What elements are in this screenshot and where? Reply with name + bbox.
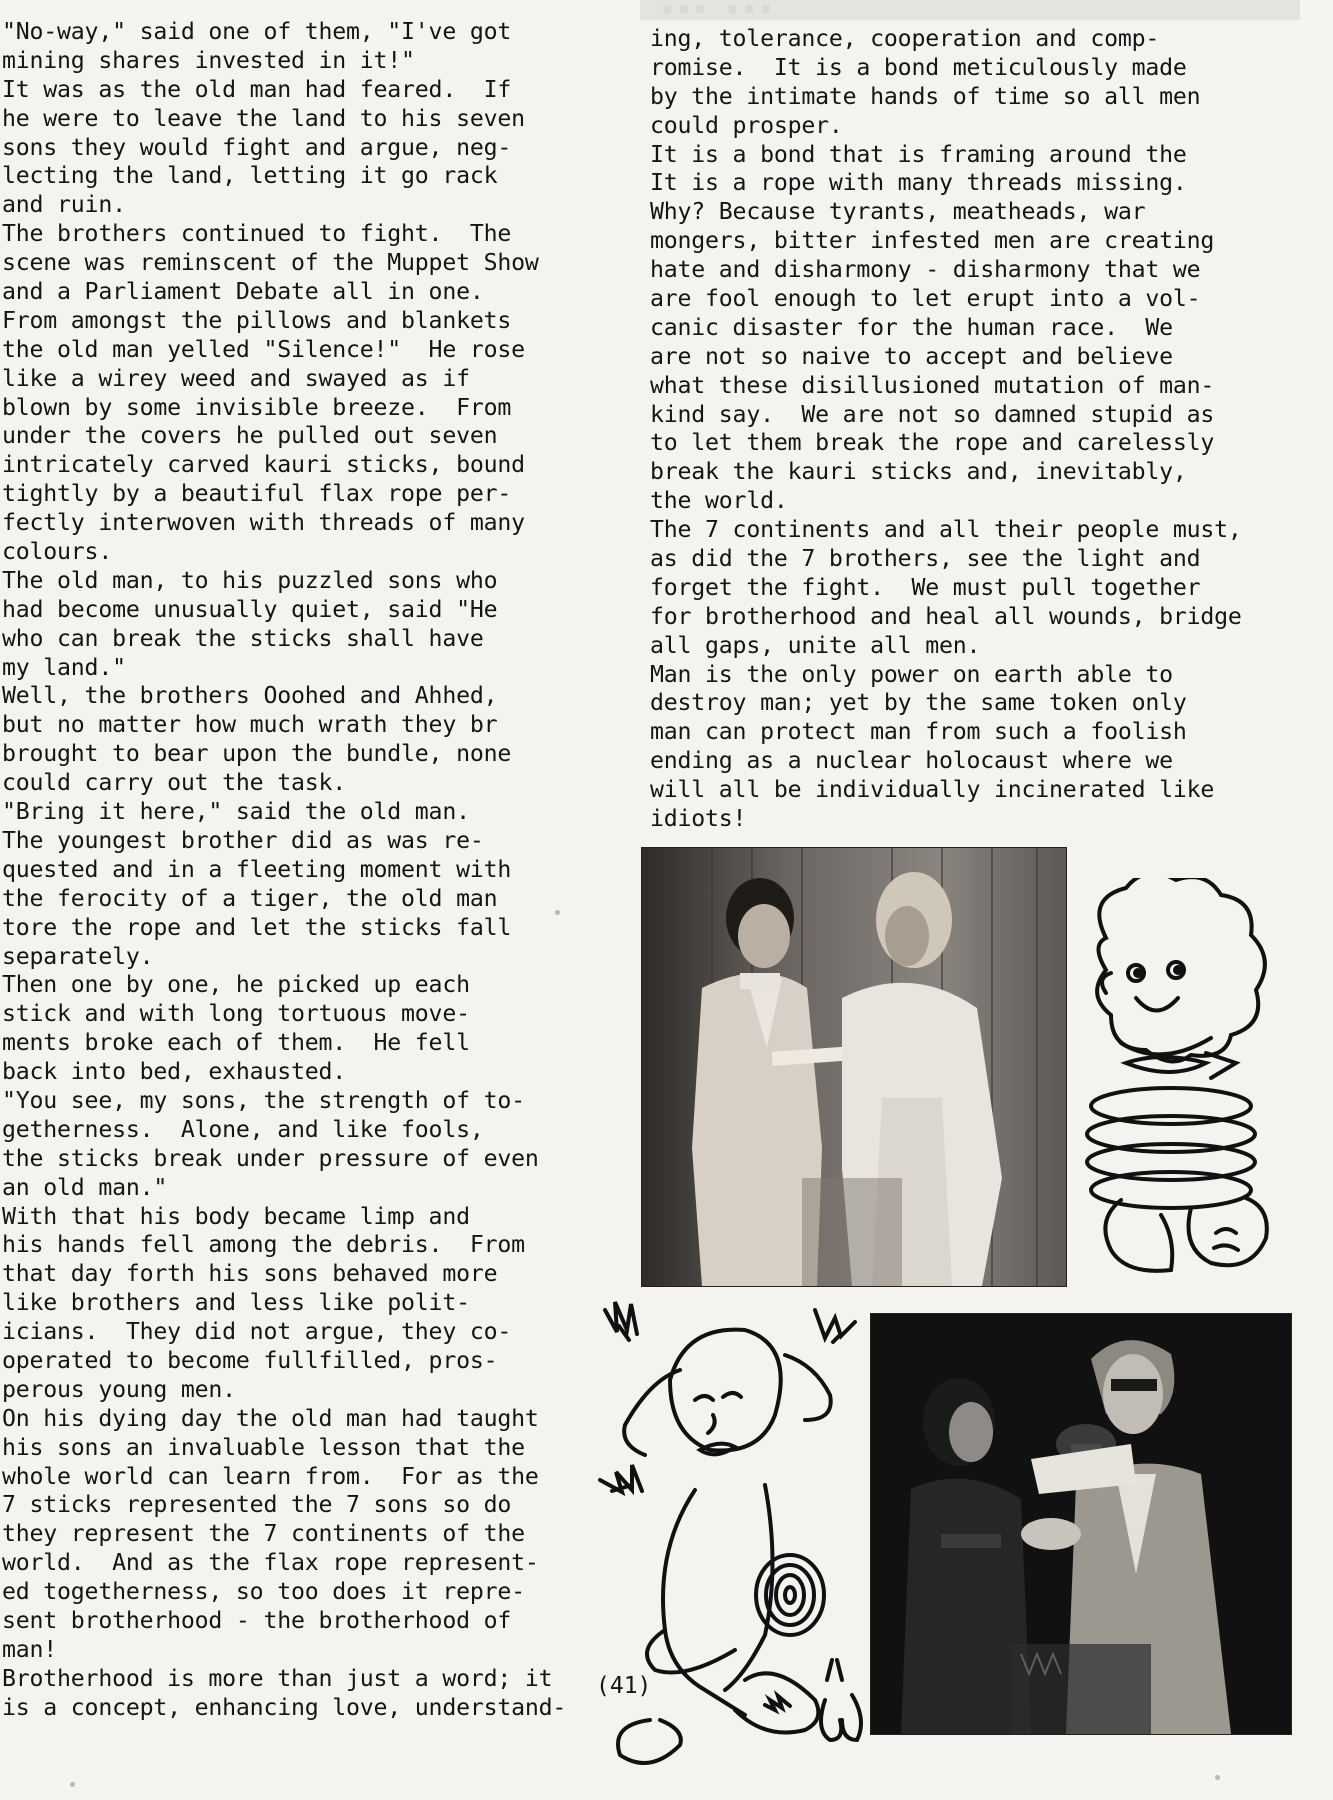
article-text-line: kind say. We are not so damned stupid as xyxy=(650,400,1215,428)
cartoon-curly-haired-figure-drawing xyxy=(1066,878,1284,1288)
article-text-line: On his dying day the old man had taught xyxy=(2,1404,539,1432)
speck xyxy=(1215,1775,1220,1780)
article-text-line: operated to become fullfilled, pros- xyxy=(2,1346,498,1374)
article-text-line: getherness. Alone, and like fools, xyxy=(2,1115,484,1143)
article-text-line: had become unusually quiet, said "He xyxy=(2,595,498,623)
article-text-line: quested and in a fleeting moment with xyxy=(2,855,512,883)
article-text-line: to let them break the rope and carelessly xyxy=(650,429,1215,457)
article-text-line: but no matter how much wrath they br xyxy=(2,711,498,739)
article-text-line: what these disillusioned mutation of man- xyxy=(650,371,1215,399)
article-text-line: are not so naive to accept and believe xyxy=(650,342,1173,370)
article-right-column xyxy=(650,25,1290,834)
article-text-line: Why? Because tyrants, meatheads, war xyxy=(650,198,1146,226)
article-text-line: icians. They did not argue, they co- xyxy=(2,1318,512,1346)
article-text-line: the world. xyxy=(650,487,788,515)
article-text-line: sons they would fight and argue, neg- xyxy=(2,133,512,161)
article-text-line: the ferocity of a tiger, the old man xyxy=(2,884,498,912)
article-text-line: It is a rope with many threads missing. xyxy=(650,169,1187,197)
article-text-line: who can break the sticks shall have xyxy=(2,624,484,652)
award-photo-presentation xyxy=(870,1313,1292,1735)
article-text-line: Brotherhood is more than just a word; it xyxy=(2,1664,553,1692)
award-photo-handshake xyxy=(641,847,1067,1287)
award-photo-presentation-image xyxy=(871,1314,1291,1734)
speck xyxy=(70,1782,75,1787)
article-text-line: 7 sticks represented the 7 sons so do xyxy=(2,1491,512,1519)
article-text-line: romise. It is a bond meticulously made xyxy=(650,53,1187,81)
article-text-line: under the covers he pulled out seven xyxy=(2,422,498,450)
article-text-line: separately. xyxy=(2,942,154,970)
article-text-line: an old man." xyxy=(2,1173,168,1201)
article-text-line: It is a bond that is framing around the xyxy=(650,140,1187,168)
article-text-line: The brothers continued to fight. The xyxy=(2,220,512,248)
article-text-line: canic disaster for the human race. We xyxy=(650,313,1173,341)
article-text-line: It was as the old man had feared. If xyxy=(2,75,512,103)
cartoon-curly-haired-figure xyxy=(1066,878,1284,1288)
article-text-line: as did the 7 brothers, see the light and xyxy=(650,545,1201,573)
article-text-line: The old man, to his puzzled sons who xyxy=(2,566,498,594)
article-text-line: man can protect man from such a foolish xyxy=(650,718,1187,746)
article-text-line: my land." xyxy=(2,653,126,681)
article-text-line: tightly by a beautiful flax rope per- xyxy=(2,480,512,508)
article-text-line: scene was reminscent of the Muppet Show xyxy=(2,249,539,277)
article-text-line: With that his body became limp and xyxy=(2,1202,470,1230)
article-text-line: back into bed, exhausted. xyxy=(2,1058,347,1086)
article-text-line: are fool enough to let erupt into a vol- xyxy=(650,285,1201,313)
article-text-line: perous young men. xyxy=(2,1375,236,1403)
article-text-line: ed togetherness, so too does it repre- xyxy=(2,1578,525,1606)
bleed-through-title xyxy=(660,0,1280,16)
article-text-line: brought to bear upon the bundle, none xyxy=(2,740,512,768)
article-text-line: tore the rope and let the sticks fall xyxy=(2,913,512,941)
article-text-line: Well, the brothers Ooohed and Ahhed, xyxy=(2,682,498,710)
article-text-line: forget the fight. We must pull together xyxy=(650,573,1201,601)
article-text-line: destroy man; yet by the same token only xyxy=(650,689,1187,717)
article-text-line: intricately carved kauri sticks, bound xyxy=(2,451,525,479)
article-text-line: and ruin. xyxy=(2,191,126,219)
article-text-line: they represent the 7 continents of the xyxy=(2,1520,525,1548)
article-text-line: his sons an invaluable lesson that the xyxy=(2,1433,525,1461)
article-text-line: all gaps, unite all men. xyxy=(650,631,981,659)
article-text-line: man! xyxy=(2,1635,58,1663)
article-text-line: "No-way," said one of them, "I've got xyxy=(2,18,512,45)
article-text-line: hate and disharmony - disharmony that we xyxy=(650,256,1201,284)
article-text-line: "You see, my sons, the strength of to- xyxy=(2,1086,525,1114)
article-text-line: mongers, bitter infested men are creating xyxy=(650,227,1215,255)
article-text-line: whole world can learn from. For as the xyxy=(2,1462,539,1490)
article-text-line: world. And as the flax rope represent- xyxy=(2,1549,539,1577)
page-number: (41) xyxy=(596,1673,652,1699)
article-text-line: colours. xyxy=(2,538,113,566)
article-text-line: The youngest brother did as was re- xyxy=(2,826,484,854)
article-text-line: ending as a nuclear holocaust where we xyxy=(650,747,1173,775)
article-text-line: by the intimate hands of time so all men xyxy=(650,82,1201,110)
article-text-line: his hands fell among the debris. From xyxy=(2,1231,525,1259)
article-text-line: the sticks break under pressure of even xyxy=(2,1144,539,1172)
article-text-line: break the kauri sticks and, inevitably, xyxy=(650,458,1187,486)
article-text-line: could prosper. xyxy=(650,111,843,139)
article-text-line: stick and with long tortuous move- xyxy=(2,1000,470,1028)
article-text-line: and a Parliament Debate all in one. xyxy=(2,278,484,306)
article-text-line: like brothers and less like polit- xyxy=(2,1289,470,1317)
article-left-column xyxy=(2,18,572,1723)
article-text-line: for brotherhood and heal all wounds, bridge xyxy=(650,602,1242,630)
article-text-line: The 7 continents and all their people must, xyxy=(650,516,1242,544)
article-text-line: could carry out the task. xyxy=(2,769,347,797)
article-text-line: "Bring it here," said the old man. xyxy=(2,798,470,826)
article-text-line: ments broke each of them. He fell xyxy=(2,1029,470,1057)
article-text-line: From amongst the pillows and blankets xyxy=(2,306,512,334)
article-text-line: fectly interwoven with threads of many xyxy=(2,509,525,537)
article-text-line: Then one by one, he picked up each xyxy=(2,971,470,999)
article-text-line: is a concept, enhancing love, understand- xyxy=(2,1693,567,1721)
article-text-line: idiots! xyxy=(650,805,747,833)
article-text-line: lecting the land, letting it go rack xyxy=(2,162,498,190)
article-text-line: the old man yelled "Silence!" He rose xyxy=(2,335,525,363)
article-text-line: he were to leave the land to his seven xyxy=(2,104,525,132)
article-text-line: blown by some invisible breeze. From xyxy=(2,393,512,421)
article-text-line: ing, tolerance, cooperation and comp- xyxy=(650,25,1160,52)
speck xyxy=(555,910,560,915)
article-text-line: will all be individually incinerated like xyxy=(650,776,1215,804)
article-text-line: mining shares invested in it!" xyxy=(2,46,415,74)
article-text-line: that day forth his sons behaved more xyxy=(2,1260,498,1288)
article-text-line: like a wirey weed and swayed as if xyxy=(2,364,470,392)
article-text-line: sent brotherhood - the brotherhood of xyxy=(2,1606,512,1634)
article-text-line: Man is the only power on earth able to xyxy=(650,660,1173,688)
award-photo-handshake-image xyxy=(642,848,1066,1286)
